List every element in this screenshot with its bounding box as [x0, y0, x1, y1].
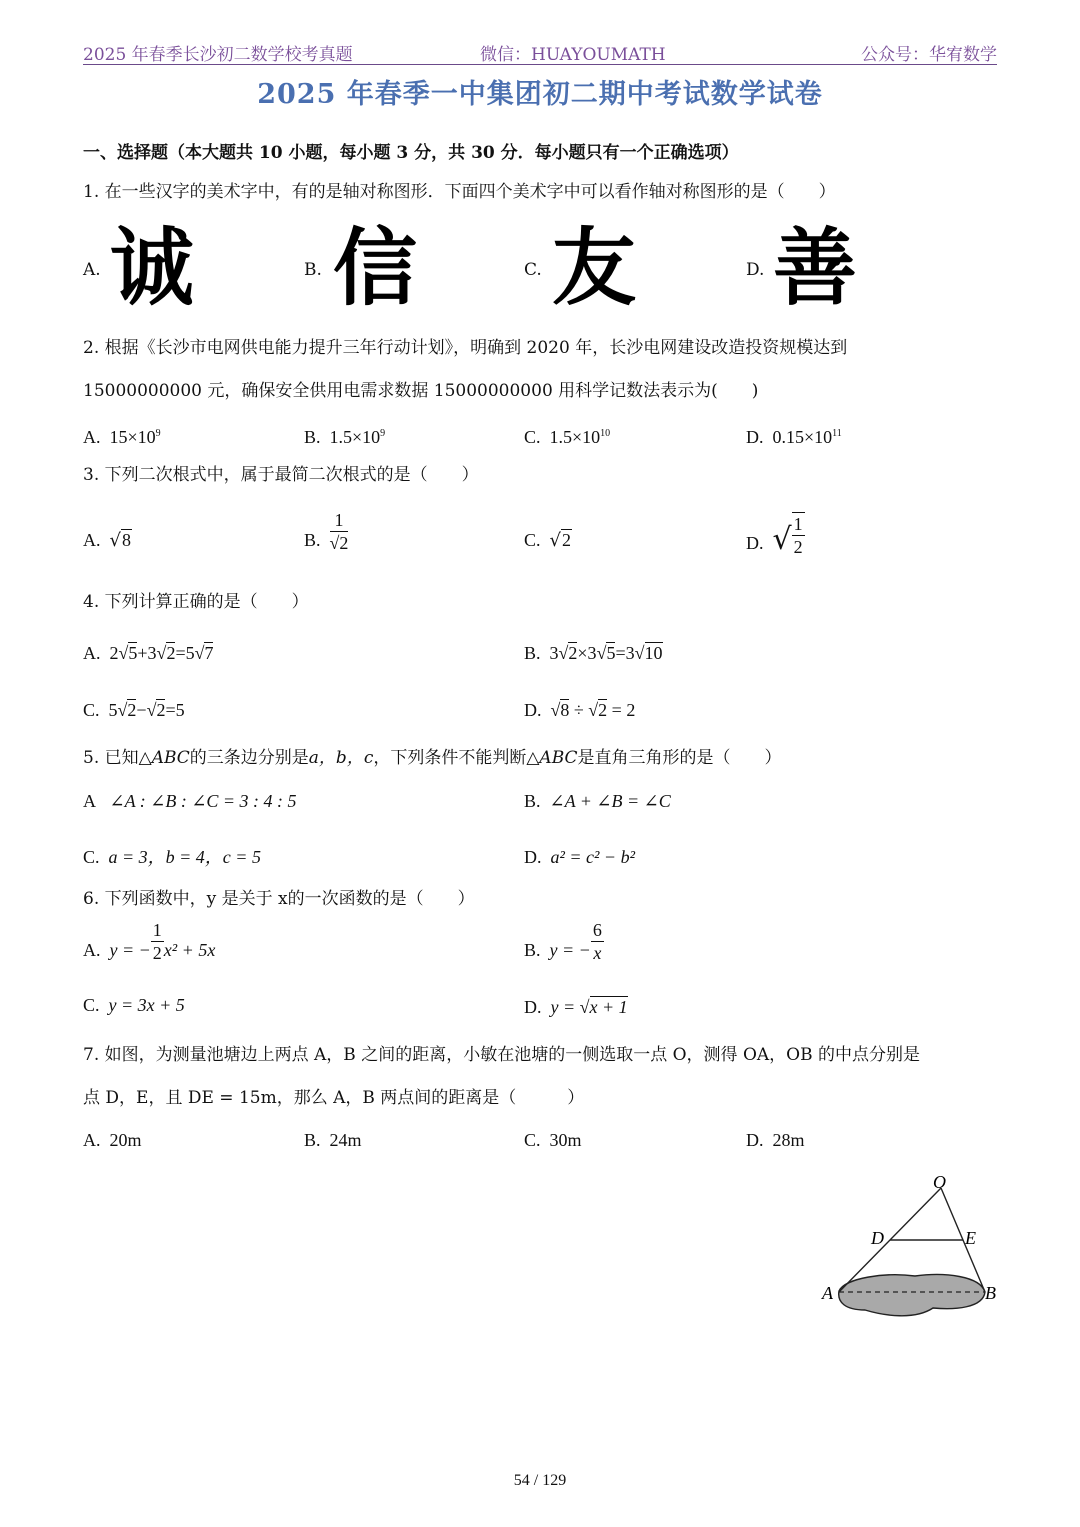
q5-option-d: D. a² = c² − b² [524, 847, 635, 867]
label-e: E [965, 1228, 976, 1248]
q1-label-b: B. [304, 260, 322, 280]
q7-stem-line1: 7. 如图，为测量池塘边上两点 A，B 之间的距离，小敏在池塘的一侧选取一点 O，测得 OA，OB 的中点分别是 [83, 1045, 920, 1065]
q6-option-d: D. y = √x + 1 [524, 997, 628, 1017]
header-right: 公众号：华宥数学 [861, 45, 997, 65]
page-number: 54 / 129 [513, 1472, 567, 1489]
header-center: 微信：HUAYOUMATH [480, 45, 666, 65]
q7-option-c: C. 30m [524, 1130, 582, 1150]
running-header [83, 38, 997, 65]
header-left: 2025 年春季长沙初二数学校考真题 [83, 45, 353, 65]
q6-stem: 6. 下列函数中，y 是关于 x的一次函数的是（ ） [83, 889, 475, 909]
q4-stem: 4. 下列计算正确的是（ ） [83, 592, 309, 612]
label-d: D [871, 1228, 884, 1248]
q1-stem: 1. 在一些汉字的美术字中，有的是轴对称图形．下面四个美术字中可以看作轴对称图形的是（ ） [83, 182, 836, 202]
q3-option-d: D. √ $\frac{1}{2}$ [746, 513, 803, 557]
q7-stem-line2: 点 D，E，且 DE = 15m，那么 A，B 两点间的距离是（ ） [83, 1088, 585, 1108]
label-b: B [985, 1283, 996, 1303]
q5-option-a: A ∠A : ∠B : ∠C = 3 : 4 : 5 [83, 791, 297, 811]
q6-option-c: C. y = 3x + 5 [83, 995, 185, 1015]
q3-option-c: C. √2 [524, 530, 571, 551]
q5-stem: 5. 已知△ABC的三条边分别是a，b，c，下列条件不能判断△ABC是直角三角形的是（ ） [83, 748, 782, 768]
q4-option-a: A. 2√5+3√2=5√7 [83, 643, 214, 663]
q1-label-a: A. [83, 260, 101, 280]
q3-option-b: B. $\frac{1}{√2}$ [304, 510, 349, 554]
q1-label-d: D. [746, 260, 765, 280]
q2-option-a: A. $15\times 10^9$ [83, 427, 161, 447]
pond-shape [839, 1275, 985, 1316]
q4-option-b: B. 3√2×3√5=3√10 [524, 643, 663, 663]
q2-stem-line2: 15000000000 元，确保安全供用电需求数据 15000000000 用科学记数法表示为( ) [83, 381, 759, 401]
q5-option-c: C. a = 3，b = 4，c = 5 [83, 847, 261, 867]
label-a: A [822, 1283, 833, 1303]
q7-pond-figure [815, 1168, 1005, 1328]
q1-art-char-c: 友 [552, 219, 637, 317]
q1-art-char-d: 善 [773, 219, 858, 317]
q3-stem: 3. 下列二次根式中，属于最简二次根式的是（ ） [83, 465, 479, 485]
q4-option-c: C. 5√2−√2=5 [83, 700, 185, 720]
q6-option-b: B. y = − $\frac{6}{x}$ [524, 920, 602, 964]
q1-label-c: C. [524, 260, 542, 280]
q2-stem-line1: 2. 根据《长沙市电网供电能力提升三年行动计划》，明确到 2020 年，长沙电网建设改造投资规模达到 [83, 338, 848, 358]
q2-option-b: B. $1.5\times 10^9$ [304, 427, 386, 447]
q7-option-b: B. 24m [304, 1130, 362, 1150]
label-o: O [933, 1172, 946, 1192]
q7-option-a: A. 20m [83, 1130, 142, 1150]
q4-option-d: D. √8 ÷ √2 = 2 [524, 700, 636, 720]
q2-option-d: D. $0.15\times 10^{11}$ [746, 427, 842, 447]
q1-art-char-b: 信 [333, 219, 418, 317]
exam-title: 2025 年春季一中集团初二期中考试数学试卷 [257, 79, 823, 110]
q3-option-a: A. √8 [83, 530, 131, 551]
q5-option-b: B. ∠A + ∠B = ∠C [524, 791, 671, 811]
q7-option-d: D. 28m [746, 1130, 805, 1150]
q2-option-c: C. $1.5\times 10^{10}$ [524, 427, 611, 447]
q1-art-char-a: 诚 [110, 219, 195, 317]
section-heading: 一、选择题（本大题共 10 小题，每小题 3 分，共 30 分．每小题只有一个正确选项） [83, 143, 739, 163]
q6-option-a: A. y = − $\frac{1}{2}$ x² + 5x [83, 920, 216, 964]
